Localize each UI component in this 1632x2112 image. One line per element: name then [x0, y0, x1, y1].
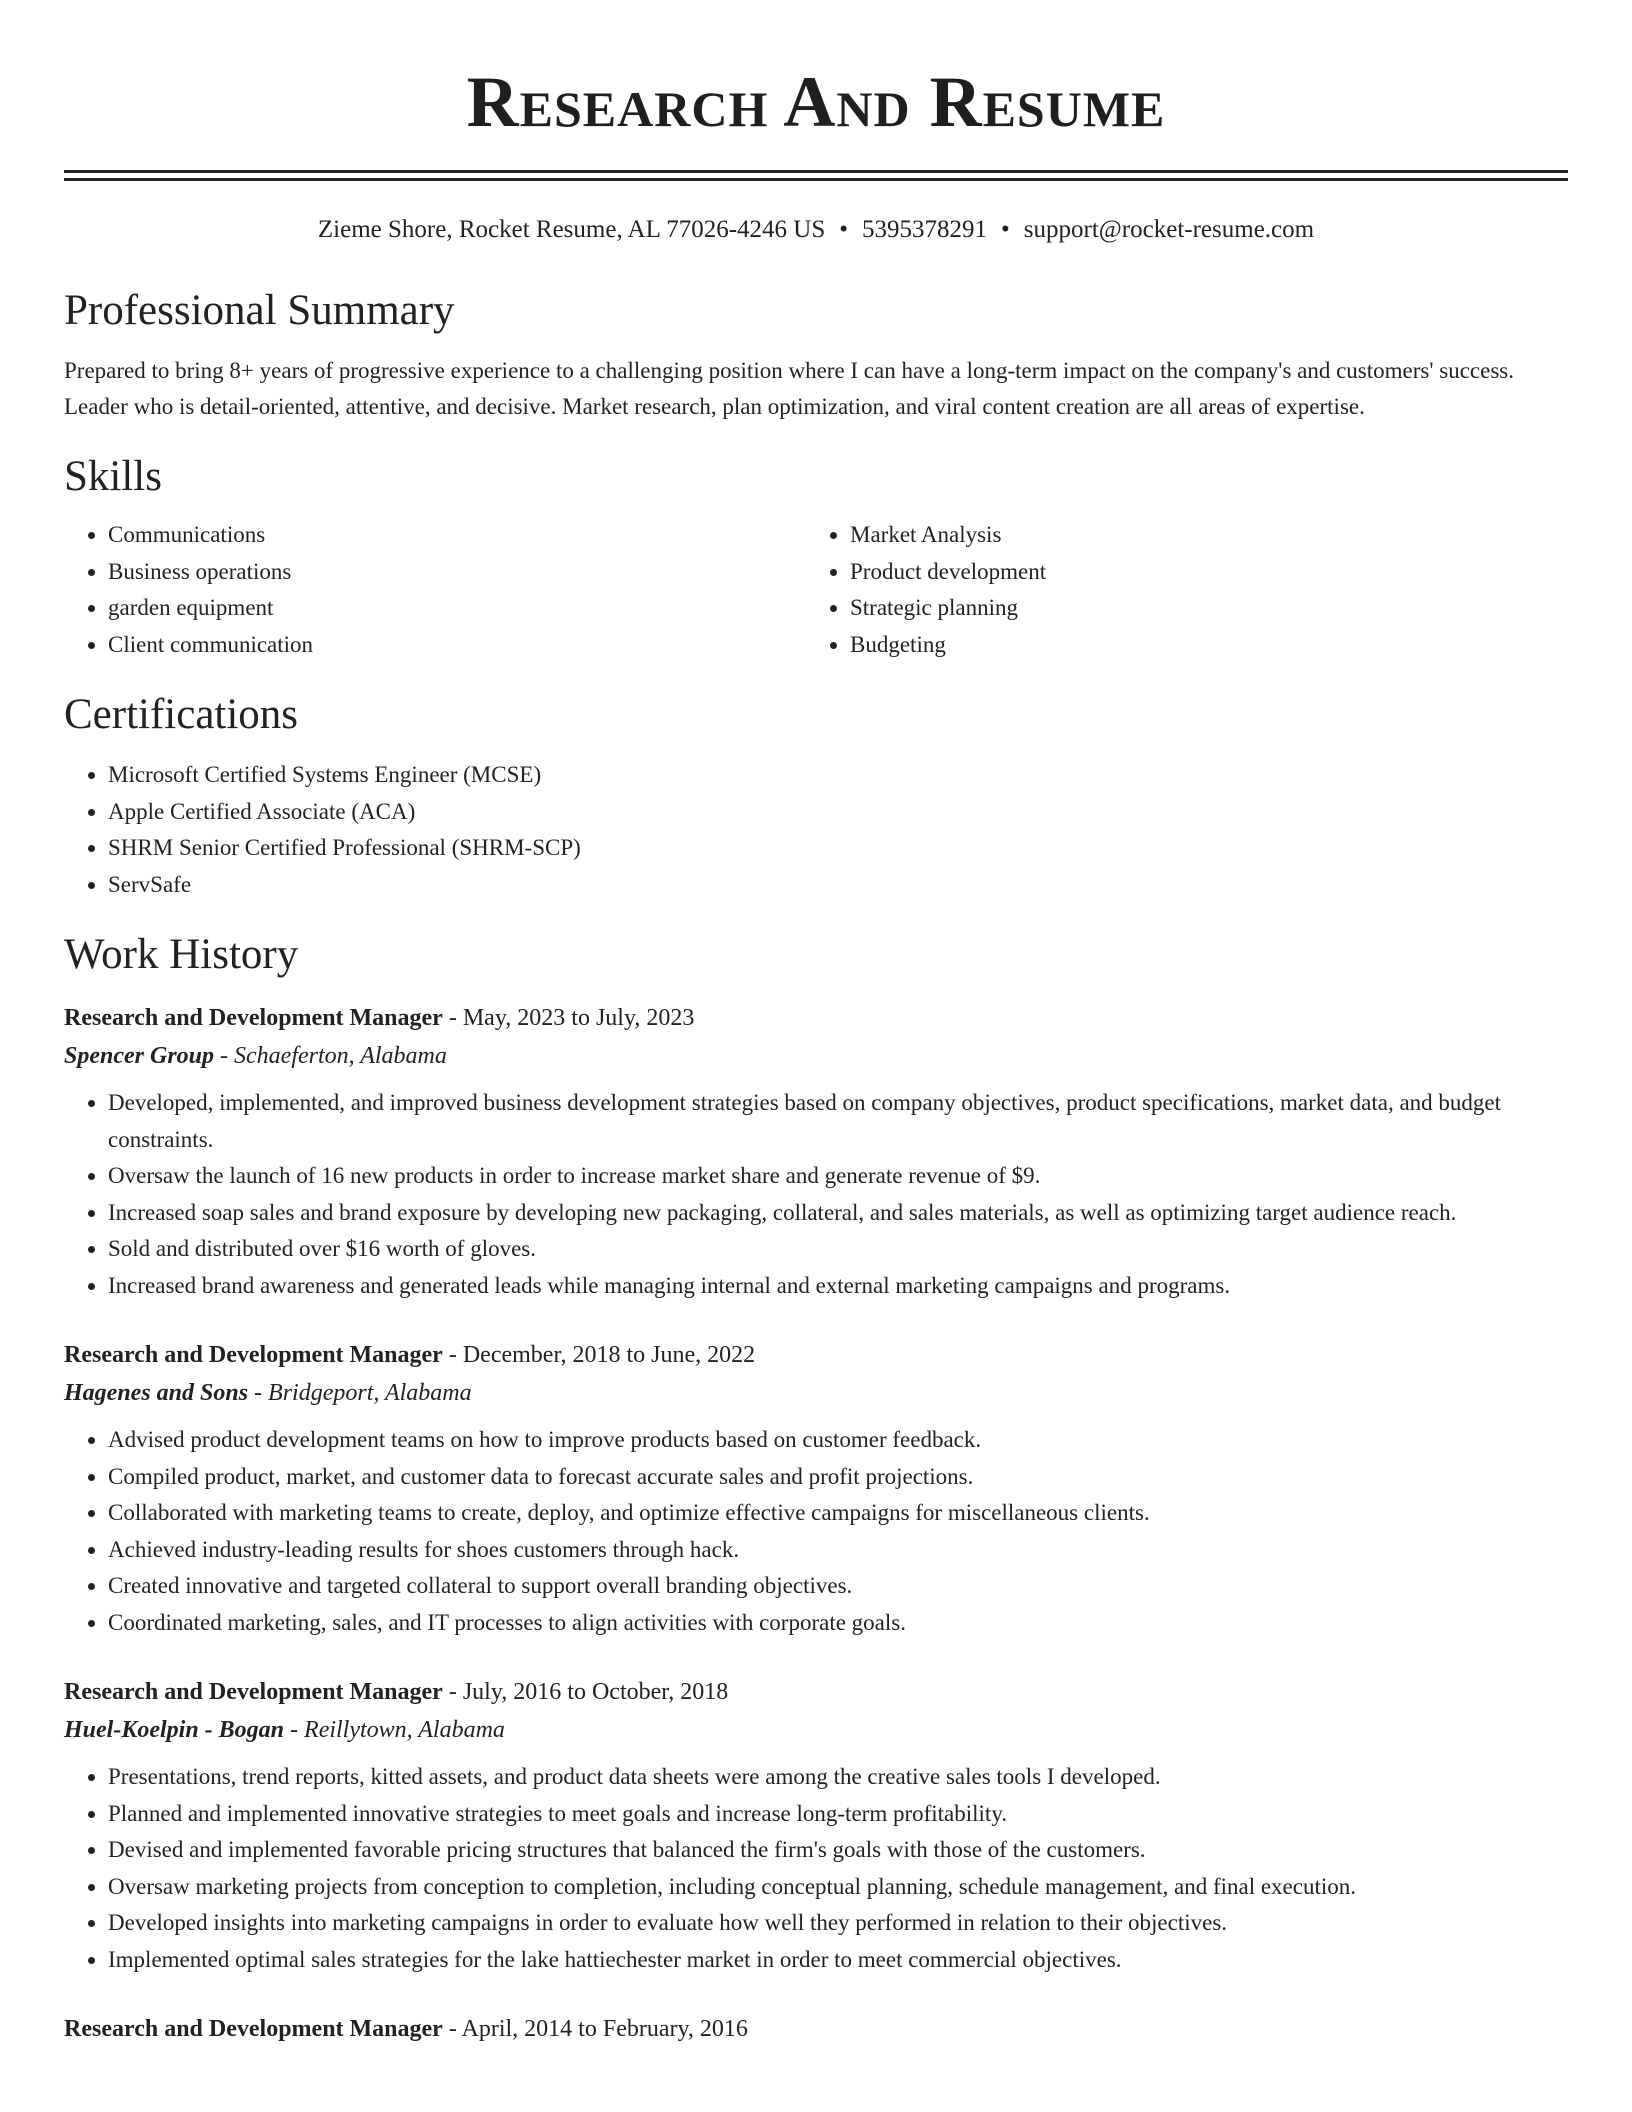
certification-item: • Microsoft Certified Systems Engineer (MCSE) [108, 757, 1568, 794]
job-entry [64, 999, 1568, 1304]
certifications-list [64, 757, 1568, 903]
job-dash: - [214, 1043, 235, 1069]
job-bullet: • Coordinated marketing, sales, and IT processes to align activities with corporate goals. [108, 1605, 1568, 1642]
job-role: Research and Development Manager [64, 1005, 443, 1031]
job-location: Schaeferton, Alabama [234, 1043, 447, 1069]
job-organization [64, 1711, 1568, 1749]
job-bullet: • Developed insights into marketing campaigns in order to evaluate how well they performed in relation to their objectives. [108, 1905, 1568, 1942]
section-title-work-history: Work History [64, 931, 299, 978]
skill-item: • Business operations [108, 554, 806, 591]
job-entry [64, 1336, 1568, 1641]
resume-page [64, 0, 1568, 2048]
job-bullet: • Increased brand awareness and generated leads while managing internal and external marketing campaigns and programs. [108, 1268, 1568, 1305]
job-dates: December, 2018 to June, 2022 [462, 1342, 756, 1368]
job-dates: July, 2016 to October, 2018 [462, 1679, 729, 1705]
certification-item: • Apple Certified Associate (ACA) [108, 794, 1568, 831]
job-bullet: • Compiled product, market, and customer data to forecast accurate sales and profit projections. [108, 1459, 1568, 1496]
skill-item: • Communications [108, 517, 806, 554]
job-dash: - [248, 1380, 269, 1406]
job-bullet: • Collaborated with marketing teams to create, deploy, and optimize effective campaigns for miscellaneous clients. [108, 1495, 1568, 1532]
job-dash: - [442, 1005, 463, 1031]
contact-phone: 5395378291 [862, 216, 988, 243]
skills-list-left [64, 517, 806, 663]
job-location: Reillytown, Alabama [304, 1717, 505, 1743]
job-dash: - [442, 2016, 462, 2042]
section-title-summary: Professional Summary [64, 287, 455, 334]
job-company: Huel-Koelpin - Bogan [64, 1717, 285, 1743]
skill-item: • Client communication [108, 627, 806, 664]
job-entry [64, 1673, 1568, 1978]
job-organization [64, 1374, 1568, 1412]
job-bullets [64, 1759, 1568, 1978]
skill-item: • garden equipment [108, 590, 806, 627]
job-role: Research and Development Manager [64, 1679, 443, 1705]
job-header [64, 1673, 1568, 1711]
job-bullet: • Implemented optimal sales strategies for the lake hattiechester market in order to meet commercial objectives. [108, 1942, 1568, 1979]
job-organization [64, 1037, 1568, 1075]
job-bullet: • Oversaw the launch of 16 new products in order to increase market share and generate revenue of $9. [108, 1158, 1568, 1195]
certification-item: • ServSafe [108, 867, 1568, 904]
contact-email: support@rocket-resume.com [1023, 216, 1315, 243]
job-dates: May, 2023 to July, 2023 [462, 1005, 695, 1031]
job-role: Research and Development Manager [64, 2016, 443, 2042]
job-dash: - [442, 1342, 463, 1368]
job-bullet: • Devised and implemented favorable pricing structures that balanced the firm's goals with those of the customers. [108, 1832, 1568, 1869]
contact-address: Zieme Shore, Rocket Resume, AL 77026-4246 US [317, 216, 826, 243]
job-bullet: • Advised product development teams on how to improve products based on customer feedback. [108, 1422, 1568, 1459]
job-role: Research and Development Manager [64, 1342, 443, 1368]
job-dash: - [284, 1717, 305, 1743]
section-title-certifications: Certifications [64, 691, 299, 738]
job-bullet: • Created innovative and targeted collateral to support overall branding objectives. [108, 1568, 1568, 1605]
job-bullet: • Developed, implemented, and improved business development strategies based on company objectives, product specifications, market data, and budget constraints. [108, 1085, 1568, 1158]
job-bullet: • Presentations, trend reports, kitted assets, and product data sheets were among the creative sales tools I developed. [108, 1759, 1568, 1796]
header-divider [64, 170, 1568, 181]
job-company: Spencer Group [64, 1043, 215, 1069]
job-dates: April, 2014 to February, 2016 [461, 2016, 748, 2042]
skills-list-right [806, 517, 1548, 663]
job-header [64, 2010, 1568, 2048]
contact-separator: • [1001, 216, 1010, 243]
job-bullet: • Increased soap sales and brand exposure by developing new packaging, collateral, and sales materials, as well as optimizing target audience reach. [108, 1195, 1568, 1232]
job-bullets [64, 1422, 1568, 1641]
skill-item: • Product development [850, 554, 1548, 591]
certification-item: • SHRM Senior Certified Professional (SHRM-SCP) [108, 830, 1568, 867]
job-bullet: • Oversaw marketing projects from conception to completion, including conceptual planning, schedule management, and final execution. [108, 1869, 1568, 1906]
resume-name: Research And Resume [466, 62, 1166, 142]
job-bullet: • Planned and implemented innovative strategies to meet goals and increase long-term profitability. [108, 1796, 1568, 1833]
job-bullet: • Achieved industry-leading results for shoes customers through hack. [108, 1532, 1568, 1569]
contact-separator: • [839, 216, 849, 243]
job-header [64, 999, 1568, 1037]
job-location: Bridgeport, Alabama [268, 1380, 472, 1406]
job-entry [64, 2010, 1568, 2048]
contact-line [64, 215, 1568, 245]
job-bullet: • Sold and distributed over $16 worth of gloves. [108, 1231, 1568, 1268]
job-header [64, 1336, 1568, 1374]
skills-grid [64, 517, 1568, 663]
job-dash: - [442, 1679, 463, 1705]
skill-item: • Budgeting [850, 627, 1548, 664]
section-title-skills: Skills [64, 453, 162, 500]
skill-item: • Market Analysis [850, 517, 1548, 554]
summary-text: Prepared to bring 8+ years of progressive experience to a challenging position where I can have a long-term impact on the company's and customers' success. Leader who is detail-oriented, attentive, and decisive. Market research, plan optimization, and viral content creation are all areas of expertise. [64, 358, 1514, 419]
job-bullets [64, 1085, 1568, 1304]
job-company: Hagenes and Sons [64, 1380, 249, 1406]
skill-item: • Strategic planning [850, 590, 1548, 627]
